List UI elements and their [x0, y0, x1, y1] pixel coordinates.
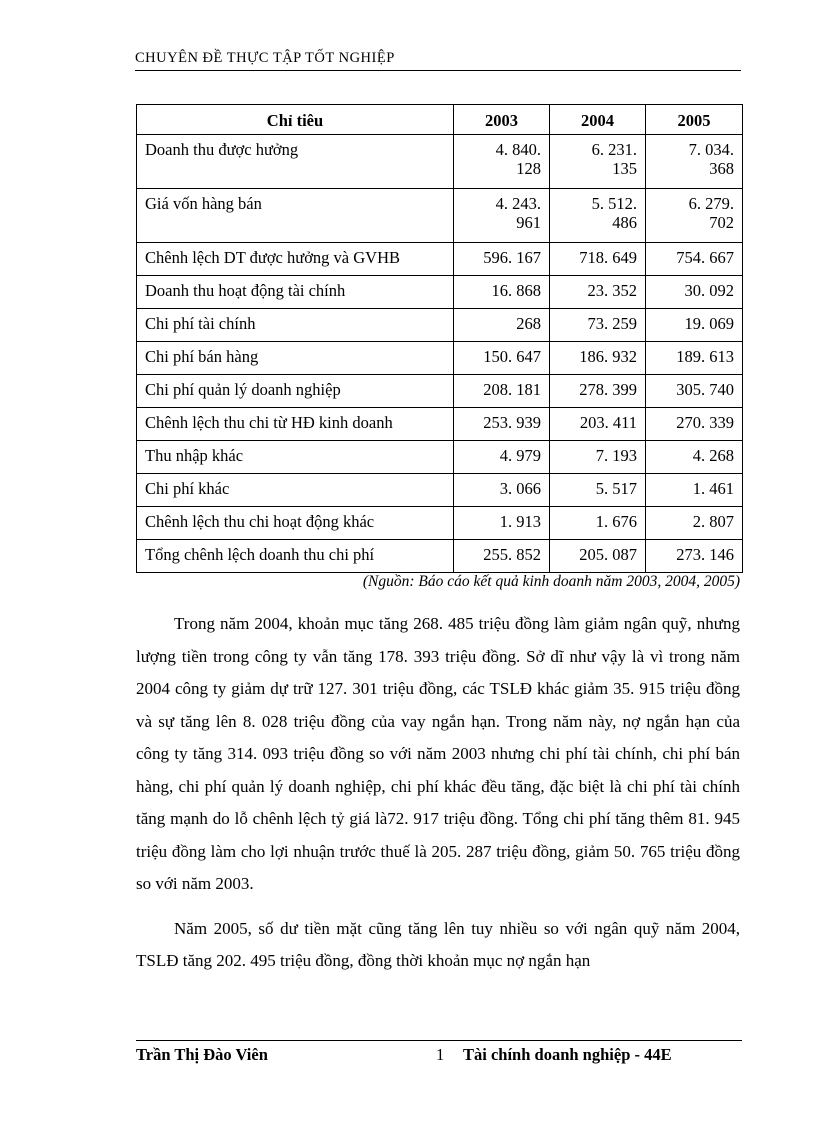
paragraph: Năm 2005, số dư tiền mặt cũng tăng lên tuy nhiều so với ngân quỹ năm 2004, TSLĐ tăng 202. 495 triệu đồng, đồng thời khoản mục nợ ngắn hạn: [136, 918, 740, 970]
table-row: [137, 342, 743, 375]
paragraph: Trong năm 2004, khoản mục tăng 268. 485 triệu đồng làm giảm ngân quỹ, nhưng lượng tiền trong công ty vẫn tăng 178. 393 triệu đồng. Sở dĩ như vậy là vì trong năm 2004 công ty giảm dự trữ 127. 301 triệu đồng, các TSLĐ khác giảm 35. 915 triệu đồng và sự tăng lên 8. 028 triệu đồng của vay ngắn hạn. Trong năm này, nợ ngắn hạn của công ty tăng 314. 093 triệu đồng so với năm 2003 nhưng chi phí tài chính, chi phí bán hàng, chi phí quản lý doanh nghiệp, chi phí khác đều tăng, đặc biệt là chi phí tài chính tăng mạnh do lỗ chênh lệch tỷ giá là72. 917 triệu đồng. Tổng chi phí tăng thêm 81. 945 triệu đồng làm cho lợi nhuận trước thuế là 205. 287 triệu đồng, giảm 50. 765 triệu đồng so với năm 2003.: [136, 614, 740, 893]
row-label: Thu nhập khác: [137, 441, 454, 474]
cell-value: 23. 352: [550, 276, 646, 309]
cell-value: 203. 411: [550, 408, 646, 441]
cell-value: 270. 339: [646, 408, 743, 441]
cell-value: 205. 087: [550, 540, 646, 573]
column-header: 2003: [454, 105, 550, 135]
table-source-note: (Nguồn: Báo cáo kết quả kinh doanh năm 2003, 2004, 2005): [362, 573, 740, 590]
cell-value: 6. 279. 702: [646, 189, 743, 243]
row-label: Giá vốn hàng bán: [137, 189, 454, 243]
table-row: [137, 135, 743, 189]
table-row: [137, 441, 743, 474]
table-row: [137, 474, 743, 507]
cell-value: 208. 181: [454, 375, 550, 408]
cell-value: 4. 268: [646, 441, 743, 474]
cell-value: 4. 979: [454, 441, 550, 474]
row-label: Chi phí tài chính: [137, 309, 454, 342]
cell-value: 2. 807: [646, 507, 743, 540]
cell-value: 30. 092: [646, 276, 743, 309]
cell-value: 7. 193: [550, 441, 646, 474]
cell-value: 268: [454, 309, 550, 342]
footer-author: Trần Thị Đào Viên: [136, 1045, 268, 1064]
cell-value: 6. 231. 135: [550, 135, 646, 189]
cell-value: 73. 259: [550, 309, 646, 342]
header-title: CHUYÊN ĐỀ THỰC TẬP TỐT NGHIỆP: [135, 50, 395, 66]
cell-value: 273. 146: [646, 540, 743, 573]
results-table: [136, 104, 743, 573]
cell-value: 189. 613: [646, 342, 743, 375]
row-label: Doanh thu được hưởng: [137, 135, 454, 189]
row-label: Chênh lệch thu chi từ HĐ kinh doanh: [137, 408, 454, 441]
cell-value: 19. 069: [646, 309, 743, 342]
cell-value: 1. 461: [646, 474, 743, 507]
cell-value: 3. 066: [454, 474, 550, 507]
table-row: [137, 189, 743, 243]
column-header: Chỉ tiêu: [137, 105, 454, 135]
row-label: Chi phí quản lý doanh nghiệp: [137, 375, 454, 408]
cell-value: 4. 840. 128: [454, 135, 550, 189]
table-row: [137, 276, 743, 309]
page-header: [135, 50, 741, 71]
cell-value: 4. 243. 961: [454, 189, 550, 243]
table-row: [137, 408, 743, 441]
table-row: [137, 540, 743, 573]
footer-department: Tài chính doanh nghiệp - 44E: [463, 1045, 672, 1064]
cell-value: 278. 399: [550, 375, 646, 408]
column-header: 2005: [646, 105, 743, 135]
page-footer: [136, 1040, 742, 1069]
column-header: 2004: [550, 105, 646, 135]
cell-value: 718. 649: [550, 243, 646, 276]
row-label: Chênh lệch thu chi hoạt động khác: [137, 507, 454, 540]
cell-value: 754. 667: [646, 243, 743, 276]
cell-value: 1. 676: [550, 507, 646, 540]
row-label: Tổng chênh lệch doanh thu chi phí: [137, 540, 454, 573]
cell-value: 305. 740: [646, 375, 743, 408]
table-row: [137, 243, 743, 276]
cell-value: 16. 868: [454, 276, 550, 309]
row-label: Doanh thu hoạt động tài chính: [137, 276, 454, 309]
cell-value: 253. 939: [454, 408, 550, 441]
row-label: Chênh lệch DT được hưởng và GVHB: [137, 243, 454, 276]
cell-value: 596. 167: [454, 243, 550, 276]
cell-value: 255. 852: [454, 540, 550, 573]
table-header-row: [137, 105, 743, 135]
cell-value: 150. 647: [454, 342, 550, 375]
body-text: [136, 608, 740, 990]
cell-value: 5. 512. 486: [550, 189, 646, 243]
table-row: [137, 507, 743, 540]
row-label: Chi phí bán hàng: [137, 342, 454, 375]
cell-value: 186. 932: [550, 342, 646, 375]
table-row: [137, 309, 743, 342]
table-row: [137, 375, 743, 408]
cell-value: 5. 517: [550, 474, 646, 507]
page-number: 1: [436, 1045, 445, 1064]
cell-value: 1. 913: [454, 507, 550, 540]
row-label: Chi phí khác: [137, 474, 454, 507]
cell-value: 7. 034. 368: [646, 135, 743, 189]
